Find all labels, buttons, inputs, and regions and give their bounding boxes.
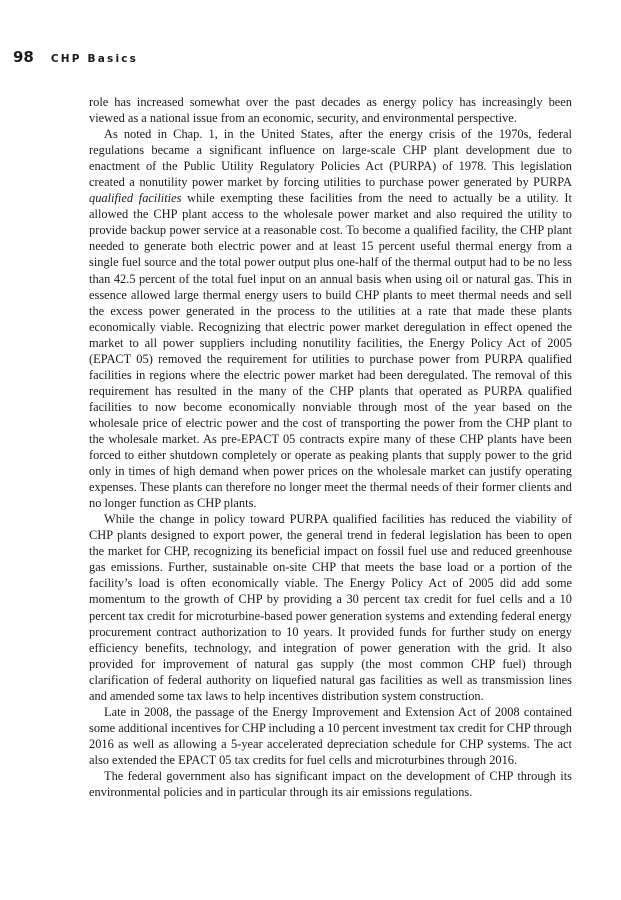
running-head — [13, 48, 138, 68]
paragraph — [89, 511, 572, 704]
running-title: CHP Basics — [50, 53, 139, 65]
text-run: role has increased somewhat over the past decades as energy policy has increasingly been viewed as a national issue from an economic, security, and environmental perspective. — [89, 95, 572, 126]
page-number: 98 — [13, 48, 34, 66]
text-run: While the change in policy toward PURPA qualified facilities has reduced the viability of CHP plants designed to export power, the general trend in federal legislation has been to open the market for CHP, recognizing its beneficial impact on fossil fuel use and reduced greenhouse gas emissions. Further, sustainable on-site CHP that meets the base load or a portion of the facility’s load is often economically viable. The Energy Policy Act of 2005 did add some momentum to the growth of CHP by providing a 30 percent tax credit for fuel cells and a 10 percent tax credit for microturbine-based power generation systems and extending federal energy procurement contract authorization to 10 years. It provided funds for further study on energy efficiency benefits, technology, and integration of power generation with the grid. It also provided for improvement of natural gas supply (the most common CHP fuel) through clarification of federal authority on liquefied natural gas facilities as well as transmission lines and amended some tax laws to help incentives distribution system construction. — [89, 512, 572, 703]
paragraph — [89, 126, 572, 511]
italic-term: qualified facilities — [89, 191, 182, 206]
body-text — [89, 94, 572, 800]
text-run: As noted in Chap. 1, in the United States, after the energy crisis of the 1970s, federal regulations became a significant influence on large-scale CHP plant development due to enactment of the Public Utility Regulatory Policies Act (PURPA) of 1978. This legislation created a nonutility power market by forcing utilities to purchase power generated by PURPA — [89, 127, 572, 190]
text-run: The federal government also has significant impact on the development of CHP through its environmental policies and in particular through its air emissions regulations. — [89, 768, 572, 800]
paragraph — [89, 704, 572, 768]
text-run: while exempting these facilities from the need to actually be a utility. It allowed the CHP plant access to the wholesale power market and also required the utility to provide backup power service at a reasonable cost. To become a qualified facility, the CHP plant needed to generate both electric power and at least 15 percent useful thermal energy from a single fuel source and the total power output plus one-half of the thermal output had to be no less than 42.5 percent of the total fuel input on an annual basis when using oil or natural gas. This in essence allowed large thermal energy users to build CHP plants to meet thermal needs and sell the excess power generated in the process to the utilities at a rate that made these plants economically viable. Recognizing that electric power market deregulation in effect opened the market to all power suppliers including nonutility facilities, the Energy Policy Act of 2005 (EPACT 05) removed the requirement for utilities to purchase power from PURPA qualified facilities in regions where the electric power market had been deregulated. The removal of this requirement has resulted in the many of the CHP plants that operated as PURPA qualified facilities to now become economically nonviable through most of the year based on the wholesale price of electric power and the cost of transporting the power from the CHP plant to the wholesale market. As pre-EPACT 05 contracts expire many of these CHP plants have been forced to either shutdown completely or operate as peaking plants that supply power to the grid only in times of high demand when power prices on the wholesale market can justify operating expenses. These plants can therefore no longer meet the thermal needs of their former clients and no longer function as CHP plants. — [89, 191, 572, 511]
paragraph — [89, 94, 572, 126]
text-run: Late in 2008, the passage of the Energy Improvement and Extension Act of 2008 contained some additional incentives for CHP including a 10 percent investment tax credit for CHP through 2016 as well as allowing a 5-year accelerated depreciation schedule for CHP systems. The act also extended the EPACT 05 tax credits for fuel cells and microturbines through 2016. — [89, 704, 572, 767]
paragraph — [89, 768, 572, 800]
